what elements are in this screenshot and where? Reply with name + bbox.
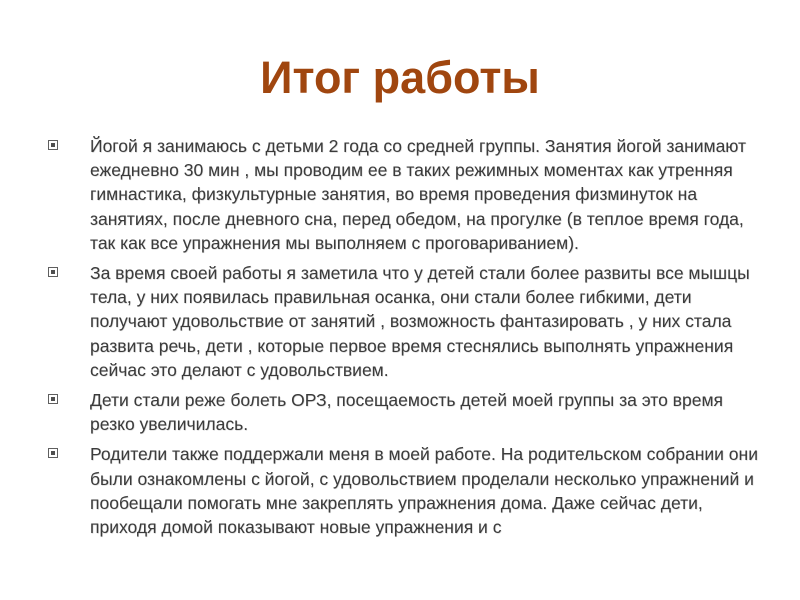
bullet-item-2 — [48, 261, 760, 382]
square-bullet-icon — [48, 267, 58, 277]
bullet-item-1 — [48, 134, 760, 255]
square-bullet-icon — [48, 448, 58, 458]
bullet-text-4: Родители также поддержали меня в моей работе. На родительском собрании они были ознакомлены с йогой, с удовольствием проделали несколько упражнений и пообещали помогать мне закреплять упражнения дома. Даже сейчас дети, приходя домой показывают новые упражнения и с — [90, 444, 758, 538]
bullet-text-2: За время своей работы я заметила что у детей стали более развиты все мышцы тела, у них появилась правильная осанка, они стали более гибкими, дети получают удовольствие от занятий , возможность фантазировать , у них стала развита речь, дети , которые первое время стеснялись выполнять упражнения сейчас это делают с удовольствием. — [90, 263, 750, 380]
bullet-text-1: Йогой я занимаюсь с детьми 2 года со средней группы. Занятия йогой занимают ежедневно 30 мин , мы проводим ее в таких режимных моментах как утренняя гимнастика, физкультурные занятия, во время проведения физминуток на занятиях, после дневного сна, перед обедом, на прогулке (в теплое время года, так как все упражнения мы выполняем с проговариванием). — [90, 136, 747, 253]
square-bullet-icon — [48, 394, 58, 404]
square-bullet-icon — [48, 140, 58, 150]
bullet-item-3 — [48, 388, 760, 436]
slide-title: Итог работы — [260, 52, 540, 103]
bullet-item-4 — [48, 442, 760, 539]
bullet-list — [48, 134, 760, 545]
bullet-text-3: Дети стали реже болеть ОРЗ, посещаемость детей моей группы за это время резко увеличилась. — [90, 390, 723, 435]
